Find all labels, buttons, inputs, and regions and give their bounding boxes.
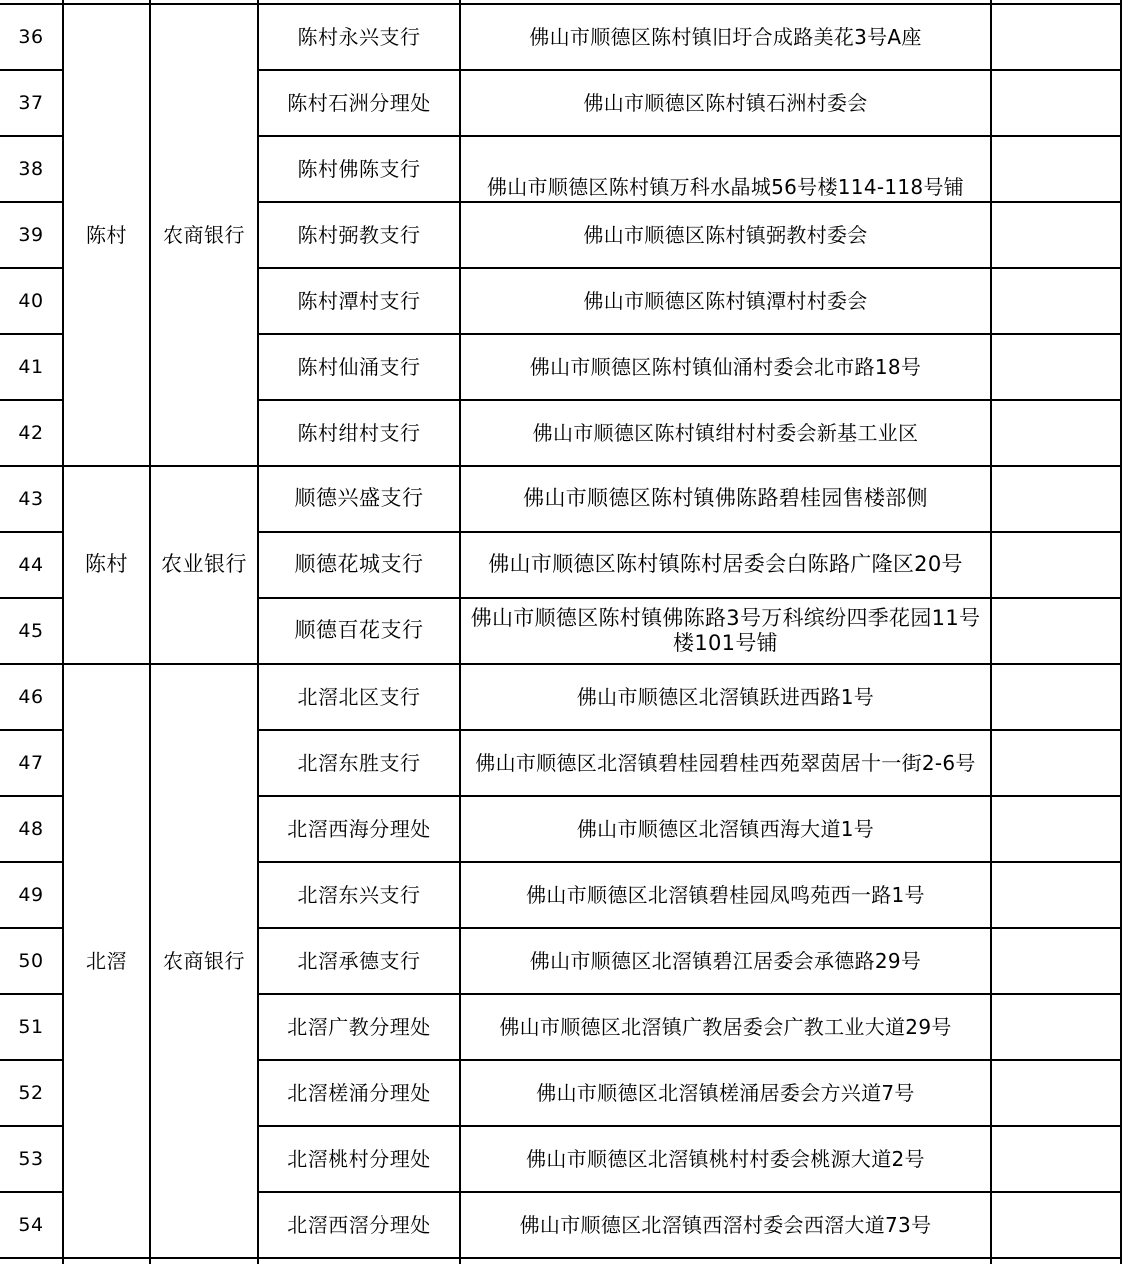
row-border: [257, 531, 1122, 533]
row-border: [0, 1125, 62, 1127]
row-border: [257, 1125, 1122, 1127]
row-border: [0, 267, 62, 269]
row-number: 46: [18, 685, 44, 708]
row-border: [257, 597, 1122, 599]
branch-address: 佛山市顺德区陈村镇仙涌村委会北市路18号: [529, 355, 922, 379]
remark-cell: [992, 203, 1120, 267]
remark-cell: [992, 335, 1120, 399]
row-border: [0, 69, 62, 71]
branch-address: 佛山市顺德区陈村镇绀村村委会新基工业区: [532, 421, 919, 445]
remark-cell: [992, 401, 1120, 465]
row-border: [257, 201, 1122, 203]
branch-name: 北滘北区支行: [297, 685, 421, 709]
row-number: 45: [18, 619, 44, 642]
bank-name: 农业银行: [161, 552, 247, 577]
remark-cell: [992, 71, 1120, 135]
row-border: [0, 135, 62, 137]
row-border: [0, 795, 62, 797]
remark-cell: [992, 995, 1120, 1059]
row-border: [0, 729, 62, 731]
branch-address: 佛山市顺德区陈村镇万科水晶城56号楼114-118号铺: [486, 175, 965, 199]
row-number: 39: [18, 223, 44, 246]
row-border: [0, 201, 62, 203]
branch-address: 佛山市顺德区北滘镇跃进西路1号: [576, 685, 875, 709]
row-number: 48: [18, 817, 44, 840]
row-border: [257, 135, 1122, 137]
remark-cell: [992, 137, 1120, 201]
row-border: [0, 597, 62, 599]
remark-cell: [992, 269, 1120, 333]
branch-address: 佛山市顺德区陈村镇弼教村委会: [583, 223, 868, 247]
branch-address: 佛山市顺德区北滘镇碧桂园凤鸣苑西一路1号: [526, 883, 925, 907]
town-name: 北滘: [86, 949, 127, 973]
branch-address: 佛山市顺德区北滘镇广教居委会广教工业大道29号: [499, 1015, 952, 1039]
row-border: [0, 333, 62, 335]
branch-address: 佛山市顺德区陈村镇旧圩合成路美花3号A座: [529, 25, 922, 49]
row-border: [0, 531, 62, 533]
row-number: 50: [18, 949, 44, 972]
branch-name: 顺德花城支行: [294, 552, 424, 577]
row-number: 54: [18, 1213, 44, 1236]
branch-address: 佛山市顺德区陈村镇佛陈路3号万科缤纷四季花园11号楼101号铺: [470, 605, 981, 655]
branch-name: 陈村潭村支行: [297, 289, 421, 313]
row-number: 51: [18, 1015, 44, 1038]
branch-name: 北滘广教分理处: [287, 1015, 431, 1039]
town-name: 陈村: [86, 223, 127, 247]
row-number: 38: [18, 157, 44, 180]
remark-cell: [992, 599, 1120, 663]
row-border: [257, 1191, 1122, 1193]
row-border: [257, 69, 1122, 71]
row-number: 53: [18, 1147, 44, 1170]
row-number: 44: [18, 553, 44, 576]
branch-address: 佛山市顺德区陈村镇陈村居委会白陈路广隆区20号: [488, 552, 963, 577]
branch-name: 北滘承德支行: [297, 949, 421, 973]
branch-name: 北滘东胜支行: [297, 751, 421, 775]
row-number: 43: [18, 487, 44, 510]
row-border: [257, 729, 1122, 731]
remark-cell: [992, 5, 1120, 69]
row-number: 36: [18, 25, 44, 48]
row-number: 42: [18, 421, 44, 444]
town-name: 陈村: [85, 552, 128, 577]
branch-name: 陈村永兴支行: [297, 25, 421, 49]
remark-cell: [992, 1193, 1120, 1257]
branch-address: 佛山市顺德区陈村镇石洲村委会: [583, 91, 868, 115]
remark-cell: [992, 731, 1120, 795]
row-border: [0, 1257, 1122, 1259]
branch-address: 佛山市顺德区北滘镇槎涌居委会方兴道7号: [536, 1081, 915, 1105]
row-border: [257, 927, 1122, 929]
row-border: [257, 267, 1122, 269]
branch-name: 北滘西海分理处: [287, 817, 431, 841]
bank-name: 农商银行: [163, 949, 245, 973]
row-number: 52: [18, 1081, 44, 1104]
remark-cell: [992, 533, 1120, 597]
branch-address: 佛山市顺德区陈村镇佛陈路碧桂园售楼部侧: [523, 486, 928, 511]
row-border: [257, 399, 1122, 401]
remark-cell: [992, 665, 1120, 729]
row-border: [0, 399, 62, 401]
branch-name: 北滘桃村分理处: [287, 1147, 431, 1171]
column-border: [1120, 0, 1122, 1264]
row-border: [0, 993, 62, 995]
branch-name: 顺德百花支行: [294, 618, 424, 643]
row-border: [257, 795, 1122, 797]
branch-name: 北滘西滘分理处: [287, 1213, 431, 1237]
branch-name: 顺德兴盛支行: [294, 486, 424, 511]
row-number: 41: [18, 355, 44, 378]
branch-name: 陈村石洲分理处: [287, 91, 431, 115]
remark-cell: [992, 929, 1120, 993]
branch-name: 陈村佛陈支行: [297, 157, 421, 181]
remark-cell: [992, 797, 1120, 861]
row-border: [257, 861, 1122, 863]
row-border: [0, 1059, 62, 1061]
branch-address: 佛山市顺德区北滘镇西海大道1号: [576, 817, 875, 841]
branch-address: 佛山市顺德区北滘镇西滘村委会西滘大道73号: [519, 1213, 932, 1237]
bank-name: 农商银行: [163, 223, 245, 247]
remark-cell: [992, 863, 1120, 927]
branch-address: 佛山市顺德区陈村镇潭村村委会: [583, 289, 868, 313]
branch-name: 陈村弼教支行: [297, 223, 421, 247]
branch-address: 佛山市顺德区北滘镇碧桂园碧桂西苑翠茵居十一街2-6号: [475, 751, 976, 775]
row-border: [257, 993, 1122, 995]
row-number: 47: [18, 751, 44, 774]
row-number: 37: [18, 91, 44, 114]
row-border: [0, 1191, 62, 1193]
row-border: [257, 333, 1122, 335]
branch-address: 佛山市顺德区北滘镇桃村村委会桃源大道2号: [526, 1147, 925, 1171]
row-number: 49: [18, 883, 44, 906]
remark-cell: [992, 1127, 1120, 1191]
branch-address: 佛山市顺德区北滘镇碧江居委会承德路29号: [529, 949, 922, 973]
row-border: [0, 861, 62, 863]
branch-name: 陈村绀村支行: [297, 421, 421, 445]
branch-name: 陈村仙涌支行: [297, 355, 421, 379]
row-number: 40: [18, 289, 44, 312]
row-border: [0, 927, 62, 929]
row-border: [257, 1059, 1122, 1061]
remark-cell: [992, 1061, 1120, 1125]
branch-name: 北滘东兴支行: [297, 883, 421, 907]
remark-cell: [992, 467, 1120, 531]
branch-name: 北滘槎涌分理处: [287, 1081, 431, 1105]
